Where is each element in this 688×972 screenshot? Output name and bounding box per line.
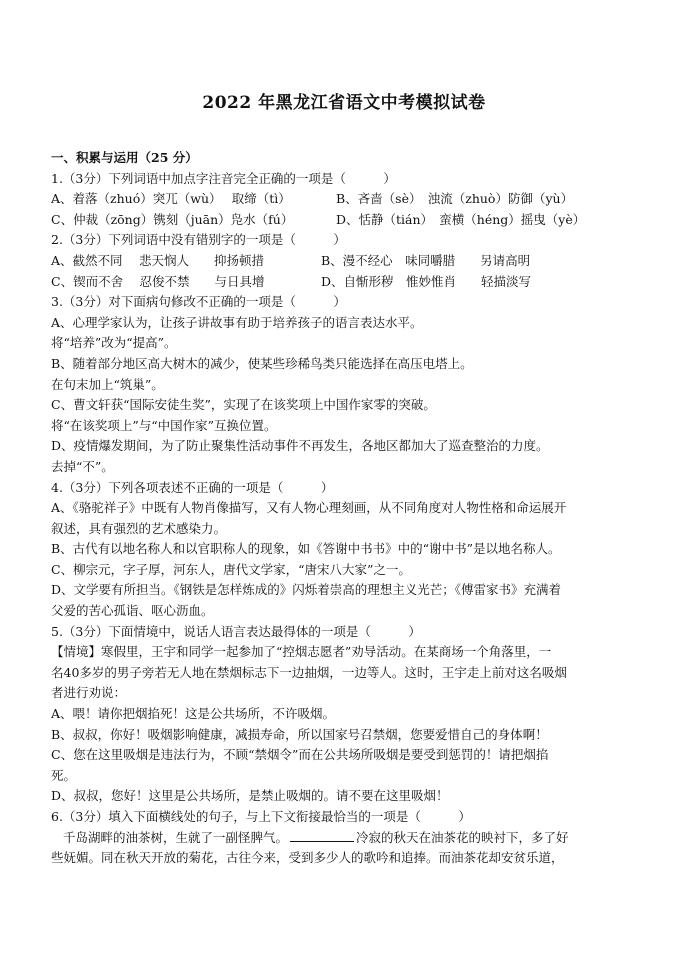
question-3-option-d-fix: 去掉“不”。 xyxy=(51,458,114,474)
question-4-stem: 4.（3分）下列各项表述不正确的一项是（ ） xyxy=(51,479,334,495)
question-3-option-c: C、曹文轩获“国际安徒生奖”，实现了在该奖项上中国作家零的突破。 xyxy=(51,397,436,413)
question-1-option-c: C、仲裁（zōng）镌刻（juān）凫水（fú） xyxy=(51,211,294,227)
question-3-option-b-fix: 在句末加上“筑巢”。 xyxy=(51,376,164,392)
page-title: 2022 年黑龙江省语文中考模拟试卷 xyxy=(202,93,486,113)
question-2-option-b: B、漫不经心 味同嚼腊 另请高明 xyxy=(321,252,531,268)
question-6-passage-line-2: 些妩媚。同在秋天开放的菊花，古往今来，受到多少人的歌吟和追捧。而油茶花却安贫乐道， xyxy=(51,850,564,866)
question-2-option-a: A、截然不同 悲天悯人 抑扬顿措 xyxy=(51,252,265,268)
question-1-options-row-2 xyxy=(51,210,641,231)
question-4-option-d-line-1: D、文学要有所担当。《钢铁是怎样炼成的》闪烁着崇高的理想主义光芒；《傅雷家书》充满着 xyxy=(51,582,562,598)
question-5-context-line-3: 者进行劝说： xyxy=(51,685,127,701)
question-2-options-row-2 xyxy=(51,272,641,293)
question-3-option-d: D、疫情爆发期间，为了防止聚集性活动事件不再发生，各地区都加大了巡查整治的力度。 xyxy=(51,438,549,454)
question-5-option-d: D、叔叔，您好！这里是公共场所，是禁止吸烟的。请不要在这里吸烟！ xyxy=(51,788,449,804)
question-3-stem: 3.（3分）对下面病句修改不正确的一项是（ ） xyxy=(51,294,346,310)
question-2-option-d: D、自惭形秽 惟妙惟肖 轻描淡写 xyxy=(321,273,532,289)
question-4-option-c: C、柳宗元，字子厚，河东人，唐代文学家，“唐宋八大家”之一。 xyxy=(51,561,411,577)
question-1-stem: 1.（3分）下列词语中加点字注音完全正确的一项是（ ） xyxy=(51,170,396,186)
question-5-context-line-1: 【情境】寒假里，王宇和同学一起参加了“控烟志愿者”劝导活动。在某商场一个角落里，一 xyxy=(51,644,552,660)
question-4-option-a-line-1: A、《骆驼祥子》中既有人物肖像描写，又有人物心理刻画，从不同角度对人物性格和命运展开 xyxy=(51,500,567,516)
question-6-stem: 6.（3分）填入下面横线处的句子，与上下文衔接最恰当的一项是（ ） xyxy=(51,809,471,824)
section-heading: 一、积累与运用（25 分） xyxy=(51,150,198,165)
exam-content xyxy=(51,148,641,869)
question-5-option-a: A、喂！请你把烟掐死！这是公共场所，不许吸烟。 xyxy=(51,706,336,722)
question-5-option-b: B、叔叔，你好！吸烟影响健康，减损寿命，所以国家号召禁烟，您要爱惜自己的身体啊！ xyxy=(51,726,548,742)
question-1-options-row-1 xyxy=(51,189,641,210)
question-4-option-b: B、古代有以地名称人和以官职称人的现象，如《答谢中书书》中的“谢中书”是以地名称人。 xyxy=(51,541,561,557)
question-3-option-b: B、随着部分地区高大树木的减少，使某些珍稀鸟类只能选择在高压电塔上。 xyxy=(51,355,473,371)
question-5-option-c-line-2: 死。 xyxy=(51,767,77,783)
passage-text-before-blank: 千岛湖畔的油茶树，生就了一副怪脾气。 xyxy=(63,829,289,845)
question-2-option-c: C、锲而不舍 忍俊不禁 与日具增 xyxy=(51,273,265,289)
question-2-options-row-1 xyxy=(51,251,641,272)
question-1-option-a: A、着落（zhuó）突兀（wù） 取缔（tì） xyxy=(51,191,291,207)
passage-text-after-blank: 冷寂的秋天在油茶花的映衬下，多了好 xyxy=(356,829,569,845)
fill-in-blank xyxy=(290,829,354,842)
question-1-option-d: D、恬静（tián） 蛮横（héng）摇曳（yè） xyxy=(336,211,586,227)
question-3-option-c-fix: 将“在该奖项上”与“中国作家”互换位置。 xyxy=(51,417,277,433)
question-4-option-d-line-2: 父爱的苦心孤诣、呕心沥血。 xyxy=(51,603,214,619)
question-6-passage-line-1 xyxy=(51,828,641,849)
question-5-context-line-2: 名40多岁的男子旁若无人地在禁烟标志下一边抽烟，一边等人。这时，王宇走上前对这名吸烟 xyxy=(51,664,567,680)
question-5-option-c-line-1: C、您在这里吸烟是违法行为，不顾“禁烟令”而在公共场所吸烟是要受到惩罚的！请把烟掐 xyxy=(51,747,549,763)
question-3-option-a-fix: 将“培养”改为“提高”。 xyxy=(51,335,177,351)
question-2-stem: 2.（3分）下列词语中没有错别字的一项是（ ） xyxy=(51,232,346,248)
question-4-option-a-line-2: 叙述，具有强烈的艺术感染力。 xyxy=(51,520,227,536)
question-5-stem: 5.（3分）下面情境中，说话人语言表达最得体的一项是（ ） xyxy=(51,623,421,639)
question-3-option-a: A、心理学家认为，让孩子讲故事有助于培养孩子的语言表达水平。 xyxy=(51,314,423,330)
question-1-option-b: B、吝啬（sè） 浊流（zhuò）防御（yù） xyxy=(336,191,574,207)
